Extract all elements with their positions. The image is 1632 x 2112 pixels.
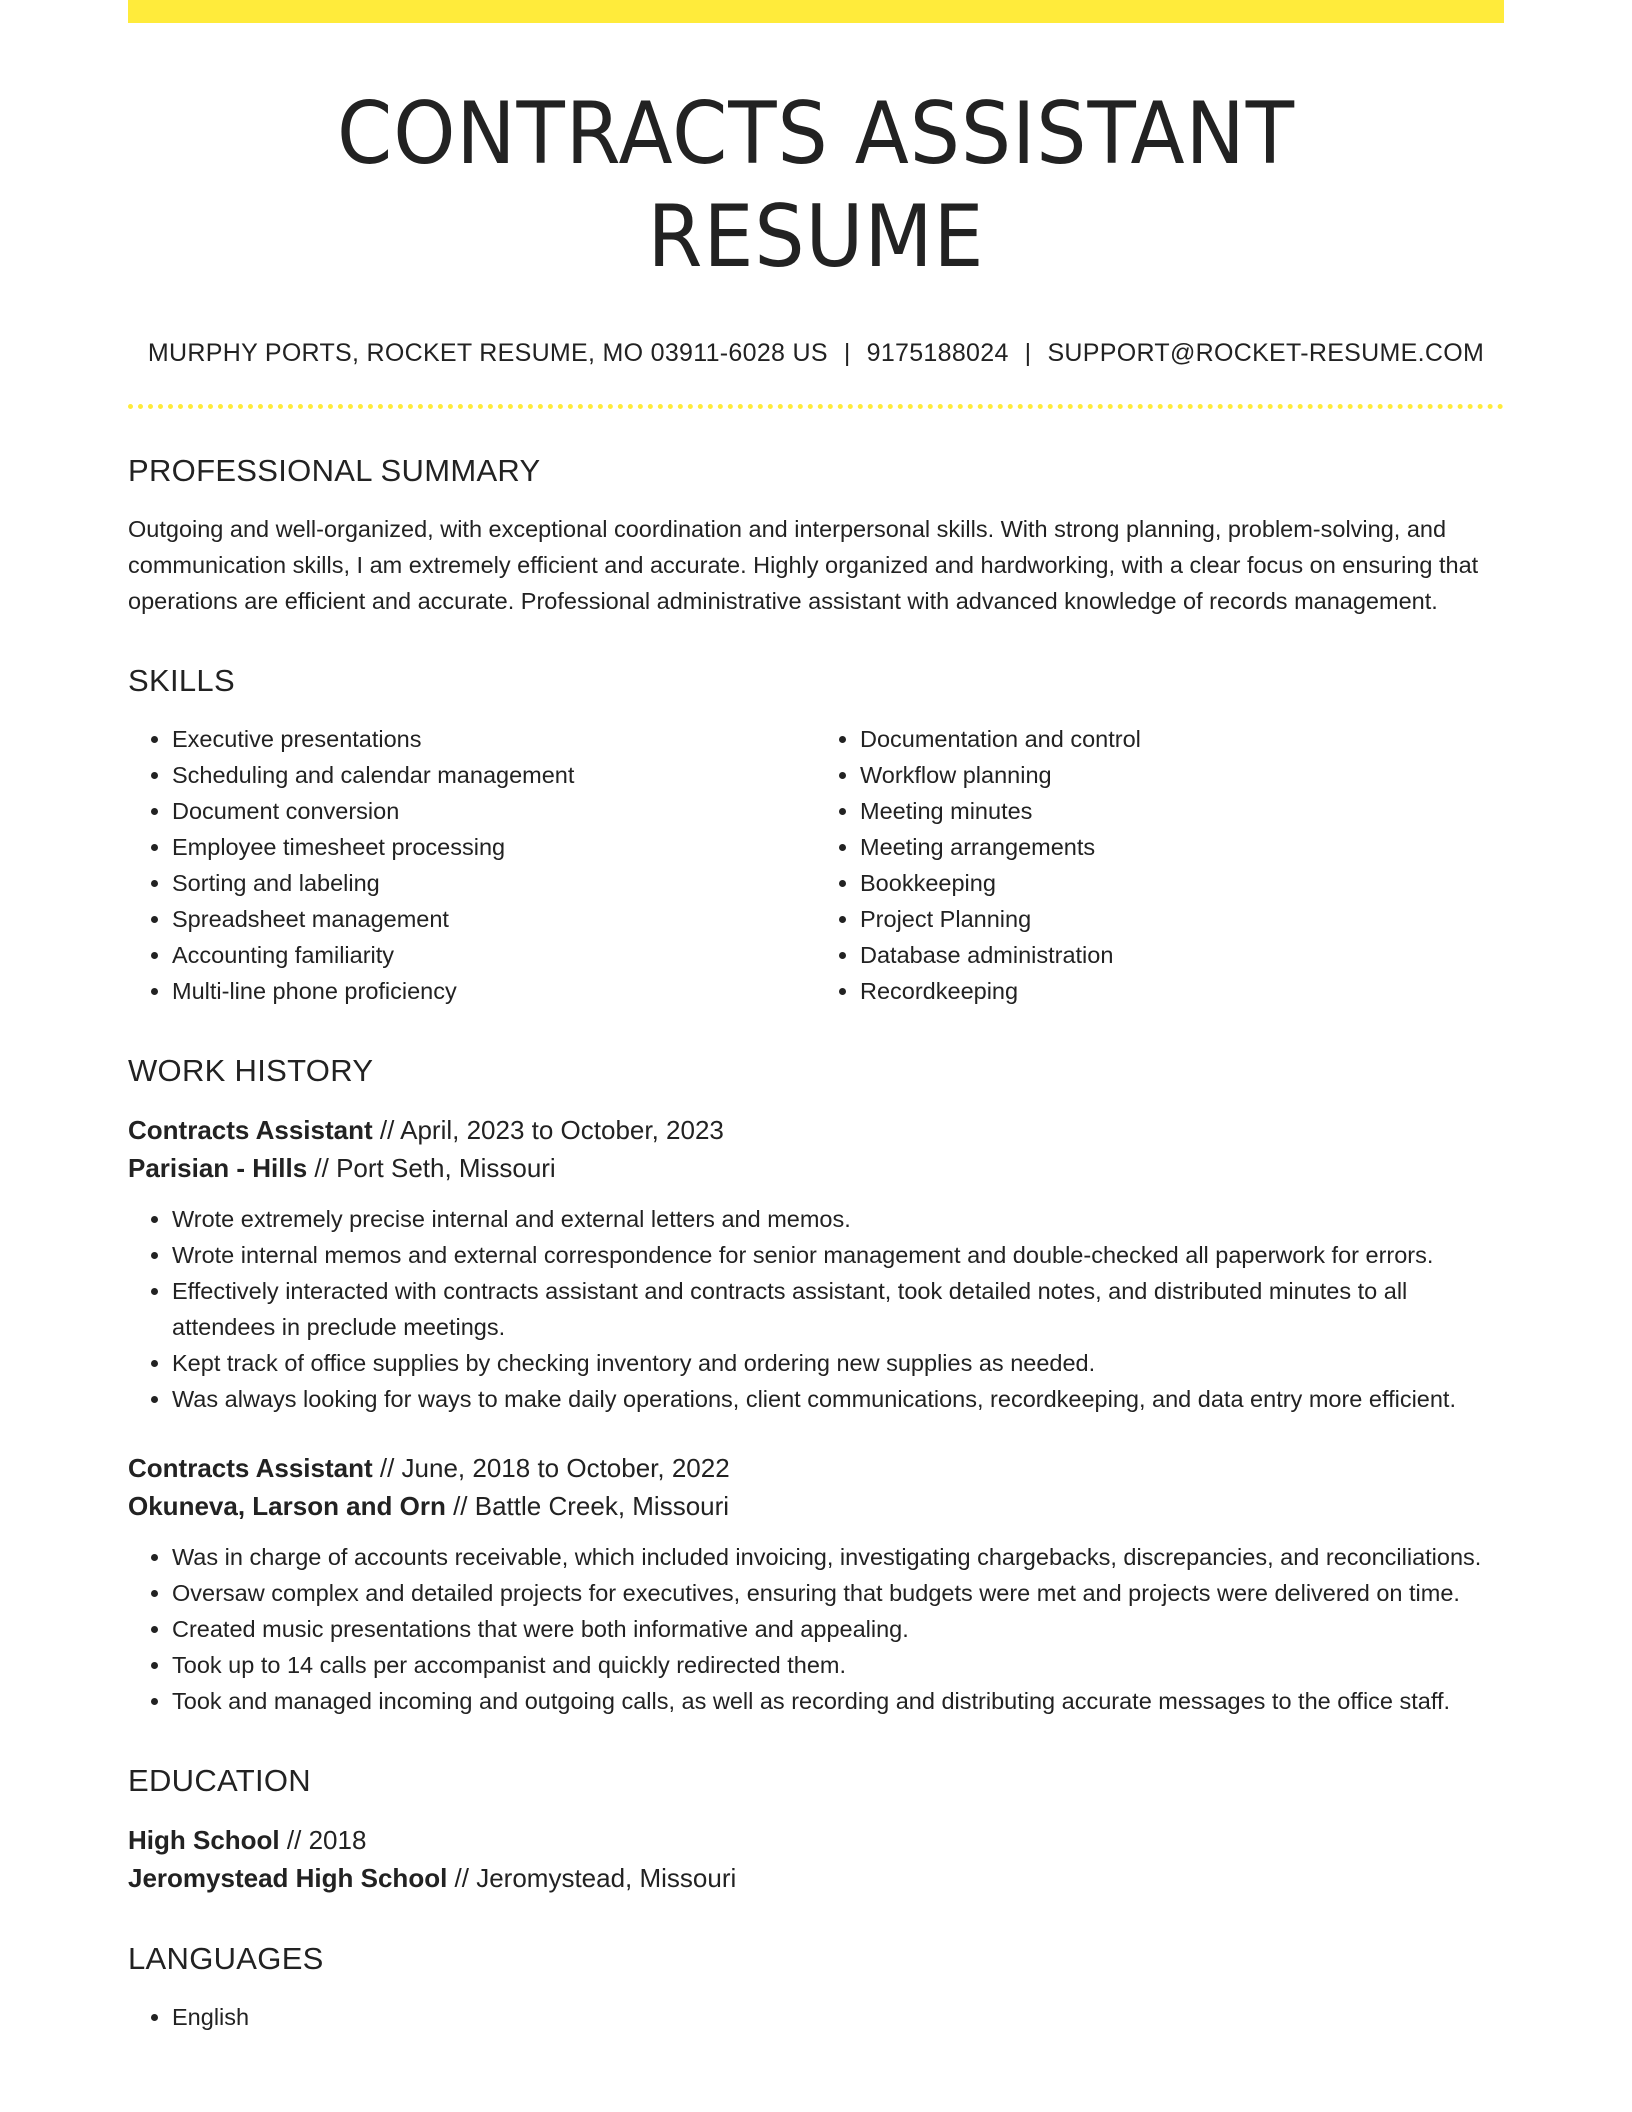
job-duty: • Effectively interacted with contracts assistant and contracts assistant, took detailed notes, and distributed minutes to all attendees in preclude meetings.	[172, 1273, 1504, 1345]
skill-item: • Project Planning	[860, 901, 1504, 937]
job-duty: • Wrote internal memos and external correspondence for senior management and double-checked all paperwork for errors.	[172, 1237, 1504, 1273]
skill-item: • Employee timesheet processing	[172, 829, 816, 865]
skill-item: • Spreadsheet management	[172, 901, 816, 937]
skill-item: • Bookkeeping	[860, 865, 1504, 901]
education-heading: EDUCATION	[128, 1763, 311, 1799]
contact-separator: |	[1024, 339, 1032, 368]
job-duties-list	[128, 1201, 1504, 1417]
contact-separator: |	[843, 339, 851, 368]
dotted-divider	[128, 404, 1504, 409]
job-company-line	[128, 1149, 1504, 1187]
skill-item: • Accounting familiarity	[172, 937, 816, 973]
work-history-heading: WORK HISTORY	[128, 1053, 374, 1089]
skill-item: • Executive presentations	[172, 721, 816, 757]
skills-list-right	[816, 721, 1504, 1009]
education-degree-line	[128, 1821, 1504, 1859]
job-duty: • Was in charge of accounts receivable, which included invoicing, investigating chargebacks, discrepancies, and reconciliations.	[172, 1539, 1504, 1575]
job-duty: • Took and managed incoming and outgoing calls, as well as recording and distributing accurate messages to the office staff.	[172, 1683, 1504, 1719]
skills-columns	[128, 721, 1504, 1009]
skill-item: • Meeting minutes	[860, 793, 1504, 829]
job-title-line	[128, 1111, 1504, 1149]
education-school: Jeromystead High School	[128, 1863, 448, 1894]
job-entry	[128, 1449, 1504, 1719]
skills-list-left	[128, 721, 816, 1009]
summary-heading: PROFESSIONAL SUMMARY	[128, 453, 541, 489]
contact-phone: 9175188024	[866, 339, 1009, 368]
job-duty: • Created music presentations that were both informative and appealing.	[172, 1611, 1504, 1647]
skill-item: • Meeting arrangements	[860, 829, 1504, 865]
languages-heading: LANGUAGES	[128, 1941, 324, 1977]
job-dates: // June, 2018 to October, 2022	[372, 1453, 730, 1484]
skill-item: • Scheduling and calendar management	[172, 757, 816, 793]
skill-item: • Document conversion	[172, 793, 816, 829]
resume-page	[128, 0, 1504, 2035]
job-duty: • Took up to 14 calls per accompanist and quickly redirected them.	[172, 1647, 1504, 1683]
education-year: // 2018	[279, 1825, 367, 1856]
skill-item: • Multi-line phone proficiency	[172, 973, 816, 1009]
job-duty: • Was always looking for ways to make daily operations, client communications, recordkeeping, and data entry more efficient.	[172, 1381, 1504, 1417]
job-duties-list	[128, 1539, 1504, 1719]
education-degree: High School	[128, 1825, 280, 1856]
resume-title: CONTRACTS ASSISTANT RESUME	[337, 84, 1295, 288]
skill-item: • Documentation and control	[860, 721, 1504, 757]
skill-item: • Sorting and labeling	[172, 865, 816, 901]
job-company-line	[128, 1487, 1504, 1525]
language-item: • English	[172, 1999, 1504, 2035]
job-duty: • Oversaw complex and detailed projects for executives, ensuring that budgets were met and projects were delivered on time.	[172, 1575, 1504, 1611]
skills-heading: SKILLS	[128, 663, 235, 699]
contact-email: SUPPORT@ROCKET-RESUME.COM	[1047, 339, 1485, 368]
job-title-line	[128, 1449, 1504, 1487]
job-duty: • Wrote extremely precise internal and external letters and memos.	[172, 1201, 1504, 1237]
job-title: Contracts Assistant	[128, 1453, 373, 1484]
contact-address: MURPHY PORTS, ROCKET RESUME, MO 03911-6028 US	[147, 339, 828, 368]
education-school-line	[128, 1859, 1504, 1897]
skill-item: • Workflow planning	[860, 757, 1504, 793]
skill-item: • Database administration	[860, 937, 1504, 973]
languages-list	[128, 1999, 1504, 2035]
job-dates: // April, 2023 to October, 2023	[372, 1115, 724, 1146]
job-company: Parisian - Hills	[128, 1153, 308, 1184]
skill-item: • Recordkeeping	[860, 973, 1504, 1009]
job-entry	[128, 1111, 1504, 1417]
job-title: Contracts Assistant	[128, 1115, 373, 1146]
summary-text: Outgoing and well-organized, with exceptional coordination and interpersonal skills. With strong planning, problem-solving, and communication skills, I am extremely efficient and accurate. Highly organized and hardworking, with a clear focus on ensuring that operations are efficient and accurate. Professional administrative assistant with advanced knowledge of records management.	[128, 516, 1479, 615]
top-accent-bar	[128, 0, 1504, 23]
job-location: // Port Seth, Missouri	[307, 1153, 556, 1184]
job-company: Okuneva, Larson and Orn	[128, 1491, 446, 1522]
job-location: // Battle Creek, Missouri	[445, 1491, 730, 1522]
education-location: // Jeromystead, Missouri	[447, 1863, 737, 1894]
contact-line	[128, 339, 1504, 368]
job-duty: • Kept track of office supplies by checking inventory and ordering new supplies as needed.	[172, 1345, 1504, 1381]
